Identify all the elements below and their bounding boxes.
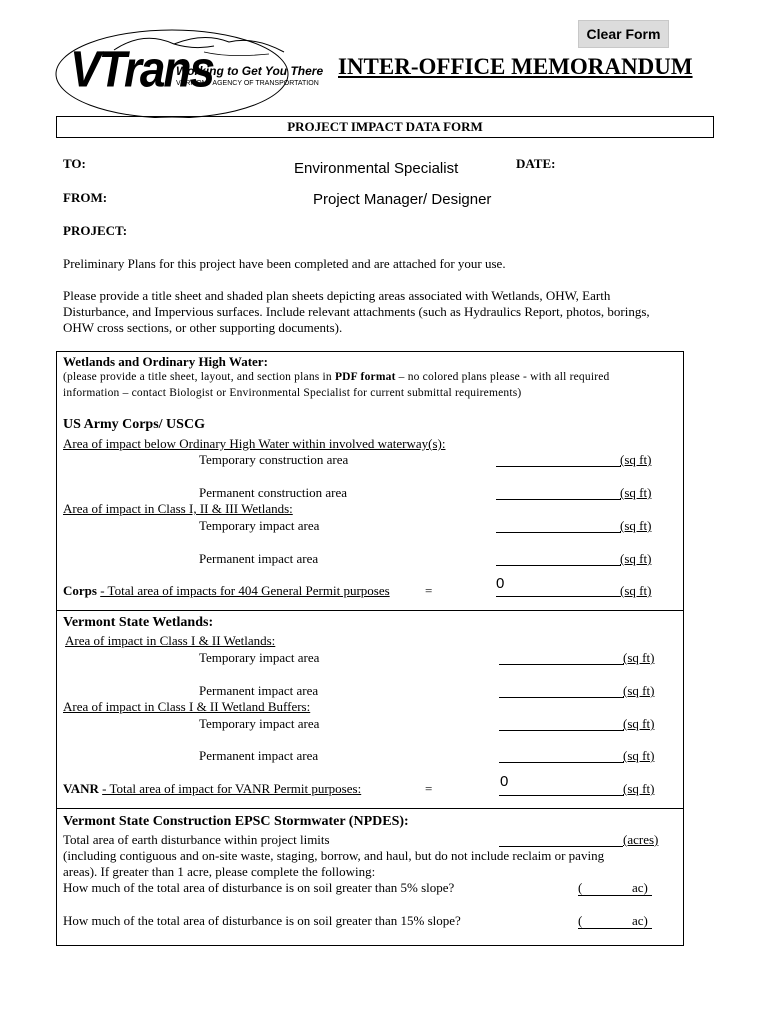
vanr-total-underline <box>499 795 624 796</box>
corps-total-underline <box>496 596 621 597</box>
logo-agency: VERMONT AGENCY OF TRANSPORTATION <box>176 80 319 87</box>
corps-title: US Army Corps/ USCG <box>63 417 205 432</box>
slope-15-question: How much of the total area of disturbance is on soil greater than 15% slope? <box>63 913 461 928</box>
unit-sqft: (sq ft) <box>620 518 652 533</box>
to-field[interactable]: Environmental Specialist <box>294 160 459 177</box>
date-field[interactable] <box>560 154 710 172</box>
vanr-total-label: VANR - Total area of impact for VANR Permit purposes: <box>63 781 362 796</box>
from-field[interactable]: Project Manager/ Designer <box>313 191 492 208</box>
unit-sqft: (sq ft) <box>623 650 655 665</box>
intro-paragraph-2-line-3: OHW cross sections, or other supporting documents). <box>63 320 343 335</box>
memo-title: INTER-OFFICE MEMORANDUM <box>338 54 693 79</box>
unit-sqft: (sq ft) <box>620 551 652 566</box>
unit-sqft: (sq ft) <box>623 716 655 731</box>
section3-note-line-2: (including contiguous and on-site waste, staging, borrow, and haul, but do not include reclaim or paving <box>63 848 605 863</box>
corps-temp-construction-input[interactable] <box>496 466 621 467</box>
unit-sqft: (sq ft) <box>620 485 652 500</box>
slope-15-paren: ( <box>578 913 583 928</box>
corps-perm-impact-input[interactable] <box>496 565 621 566</box>
corps-total-equals: = <box>425 583 433 598</box>
section3-note-line-3: areas). If greater than 1 acre, please complete the following: <box>63 864 376 879</box>
to-label: TO: <box>63 156 86 171</box>
vt-buffer-heading: Area of impact in Class I & II Wetland Buffers: <box>63 699 311 714</box>
project-label: PROJECT: <box>63 223 128 238</box>
project-field[interactable] <box>135 221 705 239</box>
corps-temp-impact-input[interactable] <box>496 532 621 533</box>
corps-perm-impact-label: Permanent impact area <box>199 551 319 566</box>
section1-note-line-2: information – contact Biologist or Environmental Specialist for current submittal requirements) <box>63 387 522 399</box>
corps-total-label: Corps - Total area of impacts for 404 General Permit purposes <box>63 583 390 598</box>
corps-temp-construction-label: Temporary construction area <box>199 452 349 467</box>
corps-temp-impact-label: Temporary impact area <box>199 518 320 533</box>
corps-perm-construction-input[interactable] <box>496 499 621 500</box>
unit-sqft: (sq ft) <box>620 452 652 467</box>
vt-temp-impact-label: Temporary impact area <box>199 650 320 665</box>
corps-perm-construction-label: Permanent construction area <box>199 485 347 500</box>
corps-total-value[interactable]: 0 <box>496 575 505 592</box>
vt-class-heading: Area of impact in Class I & II Wetlands: <box>65 633 276 648</box>
vt-buffer-temp-impact-input[interactable] <box>499 730 624 731</box>
unit-ac: ac) <box>632 913 648 928</box>
slope-5-question: How much of the total area of disturbance is on soil greater than 5% slope? <box>63 880 455 895</box>
unit-sqft: (sq ft) <box>623 683 655 698</box>
slope-5-paren: ( <box>578 880 583 895</box>
class-wetlands-heading: Area of impact in Class I, II & III Wetlands: <box>63 501 293 516</box>
unit-sqft: (sq ft) <box>623 781 655 796</box>
earth-disturbance-input[interactable] <box>499 846 623 847</box>
vanr-total-value[interactable]: 0 <box>500 773 509 790</box>
logo-brand: VTrans <box>70 40 214 98</box>
intro-paragraph-2-line-2: Disturbance, and Impervious surfaces. Include relevant attachments (such as Hydraulics Report, photos, borings, <box>63 304 650 319</box>
section1-title: Wetlands and Ordinary High Water: <box>63 354 268 369</box>
earth-disturbance-label: Total area of earth disturbance within project limits <box>63 832 330 847</box>
vanr-total-equals: = <box>425 781 433 796</box>
unit-acres: (acres) <box>623 832 659 847</box>
section3-title: Vermont State Construction EPSC Stormwater (NPDES): <box>63 814 409 829</box>
from-label: FROM: <box>63 190 108 205</box>
vt-perm-impact-input[interactable] <box>499 697 624 698</box>
vt-buffer-temp-impact-label: Temporary impact area <box>199 716 320 731</box>
vt-buffer-perm-impact-label: Permanent impact area <box>199 748 319 763</box>
intro-paragraph-2-line-1: Please provide a title sheet and shaded plan sheets depicting areas associated with Wetlands, OHW, Earth <box>63 288 611 303</box>
date-label: DATE: <box>516 156 556 171</box>
section1-note-line-1: (please provide a title sheet, layout, and section plans in PDF format – no colored plans please - with all required <box>63 371 610 383</box>
clear-form-button[interactable]: Clear Form <box>578 20 669 48</box>
unit-ac: ac) <box>632 880 648 895</box>
intro-paragraph-1: Preliminary Plans for this project have been completed and are attached for your use. <box>63 256 506 271</box>
vt-buffer-perm-impact-input[interactable] <box>499 762 624 763</box>
vt-temp-impact-input[interactable] <box>499 664 624 665</box>
unit-sqft: (sq ft) <box>623 748 655 763</box>
vtrans-logo <box>54 22 338 118</box>
vt-perm-impact-label: Permanent impact area <box>199 683 319 698</box>
unit-sqft: (sq ft) <box>620 583 652 598</box>
logo-tagline: Working to Get You There <box>176 64 324 78</box>
form-title: PROJECT IMPACT DATA FORM <box>56 116 714 138</box>
ohw-heading: Area of impact below Ordinary High Water within involved waterway(s): <box>63 436 446 451</box>
section2-title: Vermont State Wetlands: <box>63 615 214 630</box>
